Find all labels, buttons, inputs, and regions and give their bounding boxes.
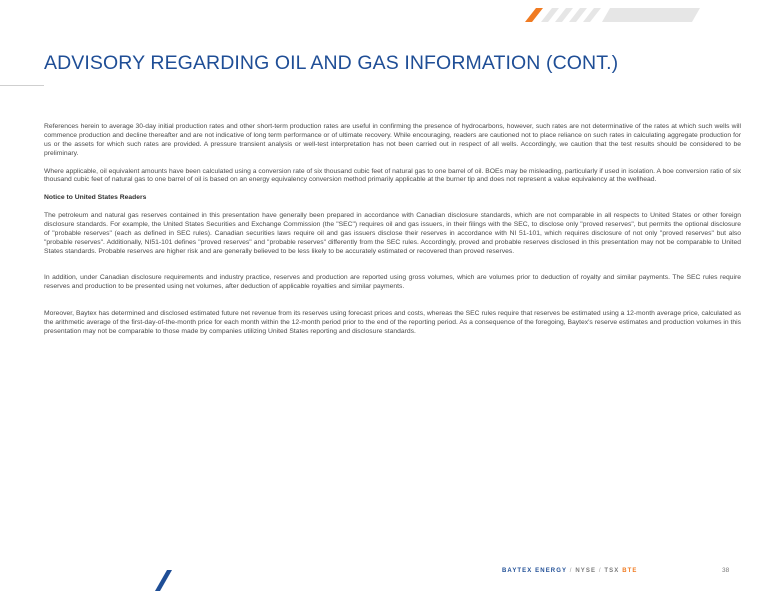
gray-slash-3 bbox=[569, 8, 587, 22]
page-number: 38 bbox=[722, 567, 730, 574]
gray-slash-1 bbox=[541, 8, 559, 22]
footer-separator: / bbox=[598, 568, 602, 574]
section-heading-us-readers: Notice to United States Readers bbox=[44, 194, 147, 202]
ticker-symbol: BTE bbox=[622, 568, 638, 574]
footer-slash-decoration bbox=[155, 570, 177, 592]
page-title: ADVISORY REGARDING OIL AND GAS INFORMATION (CONT.) bbox=[44, 52, 619, 74]
paragraph-production-rates: References herein to average 30-day initial production rates and other short-term production rates are useful in confirming the presence of hydrocarbons, however, such rates are not determinative of the rates at which such wells will commence production and decline thereafter and are not indicative of long term performance or of ultimate recovery. While encouraging, readers are cautioned not to place reliance on such rates in calculating aggregate production for us or the assets for which such rates are provided. A pressure transient analysis or well-test interpretation has not been carried out in respect of all wells. Accordingly, we caution that the test results should be considered to be preliminary. bbox=[44, 123, 741, 157]
orange-slash bbox=[525, 8, 543, 22]
company-name: BAYTEX ENERGY bbox=[502, 568, 567, 574]
footer-brand-line bbox=[502, 568, 638, 574]
paragraph-gross-volumes: In addition, under Canadian disclosure requirements and industry practice, reserves and production are reported using gross volumes, which are volumes prior to deduction of royalty and similar payments. The SEC rules require reserves and production to be presented using net volumes, after deduction of applicable royalties and similar payments. bbox=[44, 274, 741, 291]
exchange-tsx: TSX bbox=[604, 568, 620, 574]
footer-separator: / bbox=[569, 568, 573, 574]
gray-slash-4 bbox=[583, 8, 601, 22]
advisory-body bbox=[44, 123, 741, 337]
gray-slash-2 bbox=[555, 8, 573, 22]
header-stripe-decoration bbox=[522, 8, 702, 22]
exchange-nyse: NYSE bbox=[575, 568, 597, 574]
paragraph-oil-equivalent: Where applicable, oil equivalent amounts have been calculated using a conversion rate of six thousand cubic feet of natural gas to one barrel of oil. BOEs may be misleading, particularly if used in isolation. A boe conversion ratio of six thousand cubic feet of natural gas to one barrel of oil is based on an energy equivalency conversion method primarily applicable at the burner tip and does not represent a value equivalency at the wellhead. bbox=[44, 167, 741, 184]
paragraph-reserves-standards: The petroleum and natural gas reserves contained in this presentation have generally been prepared in accordance with Canadian disclosure standards, which are not comparable in all respects to United States or other foreign disclosure standards. For example, the United States Securities and Exchange Commission (the "SEC") requires oil and gas issuers, in their filings with the SEC, to disclose only "proved reserves", but permits the optional disclosure of "probable reserves" (each as defined in SEC rules). Canadian securities laws require oil and gas issuers disclose their reserves in accordance with NI 51-101, which requires disclosure of not only "proved reserves" but also "probable reserves". Additionally, NI51-101 defines "proved reserves" and "probable reserves" differently from the SEC rules. Accordingly, proved and probable reserves disclosed in this presentation may not be comparable to United States standards. Probable reserves are higher risk and are generally believed to be less likely to be accurately estimated or recovered than proved reserves. bbox=[44, 212, 741, 255]
blue-slash bbox=[155, 570, 172, 591]
gray-bar bbox=[602, 8, 700, 22]
paragraph-future-net-revenue: Moreover, Baytex has determined and disclosed estimated future net revenue from its reserves using forecast prices and costs, whereas the SEC rules require that reserves be estimated using a 12-month average price, calculated as the arithmetic average of the first-day-of-the-month price for each month within the 12-month period prior to the end of the reporting period. As a consequence of the foregoing, Baytex's reserve estimates and production volumes in this presentation may not be comparable to those made by companies utilizing United States reporting and disclosure standards. bbox=[44, 309, 741, 335]
title-divider bbox=[0, 85, 44, 86]
